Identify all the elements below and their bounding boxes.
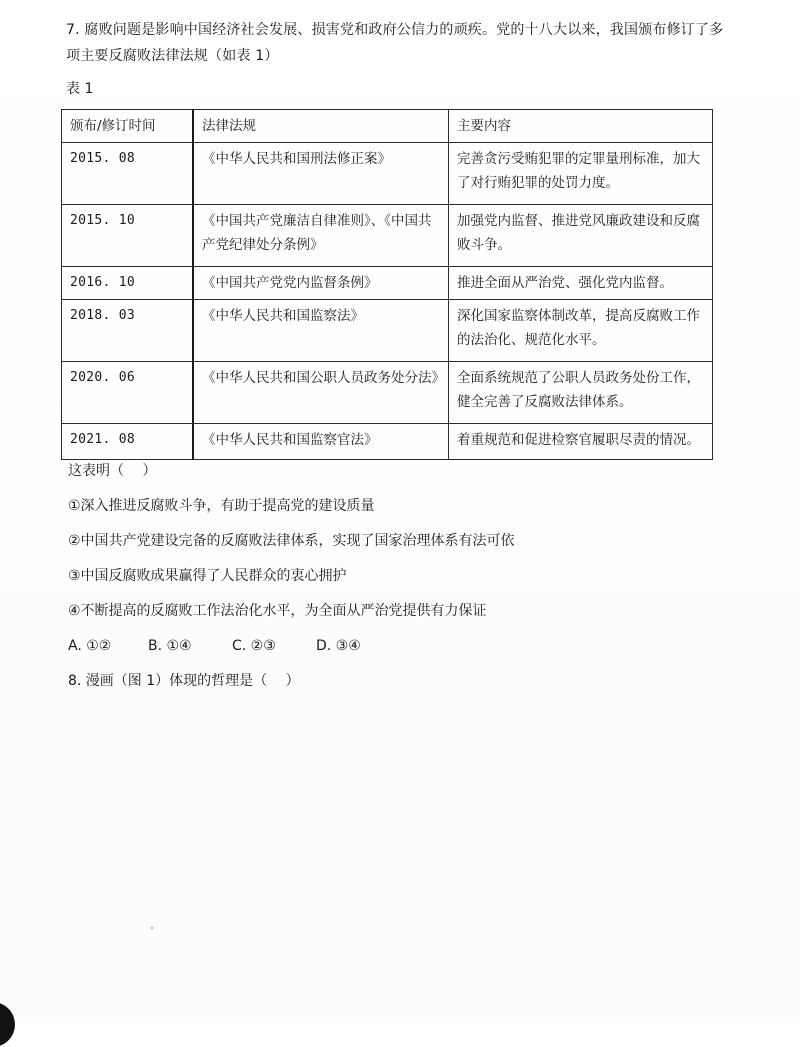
row-law: 《中华人民共和国刑法修正案》 xyxy=(193,143,449,205)
row-law: 《中国共产党党内监督条例》 xyxy=(193,267,449,300)
question-7-stem: 7. 腐败问题是影响中国经济社会发展、损害党和政府公信力的顽疾。党的十八大以来，我国颁布修订了多项主要反腐败法律法规（如表 1） xyxy=(66,22,724,64)
row-date: 2018. 03 xyxy=(62,300,194,362)
question-8-stem: 8. 漫画（图 1）体现的哲理是（ ） xyxy=(68,673,300,689)
statement-3: ③中国反腐败成果赢得了人民群众的衷心拥护 xyxy=(68,568,347,584)
option-b[interactable]: B. ①④ xyxy=(148,638,192,654)
row-law: 《中华人民共和国监察官法》 xyxy=(193,424,449,460)
header-date: 颁布/修订时间 xyxy=(62,110,194,143)
table-row xyxy=(62,267,713,300)
header-law: 法律法规 xyxy=(193,110,449,143)
row-content: 着重规范和促进检察官履职尽责的情况。 xyxy=(449,424,713,460)
table-row xyxy=(62,300,713,362)
anti-corruption-law-table xyxy=(61,109,713,460)
statement-2: ②中国共产党建设完备的反腐败法律体系，实现了国家治理体系有法可依 xyxy=(68,533,515,549)
table-row xyxy=(62,143,713,205)
table-row xyxy=(62,424,713,460)
answer-options xyxy=(68,635,396,657)
row-content: 全面系统规范了公职人员政务处份工作，健全完善了反腐败法律体系。 xyxy=(449,362,713,424)
row-date: 2016. 10 xyxy=(62,267,194,300)
row-date: 2021. 08 xyxy=(62,424,194,460)
row-date: 2015. 10 xyxy=(62,205,194,267)
row-content: 完善贪污受贿犯罪的定罪量刑标准，加大了对行贿犯罪的处罚力度。 xyxy=(449,143,713,205)
row-content: 深化国家监察体制改革，提高反腐败工作的法治化、规范化水平。 xyxy=(449,300,713,362)
option-c[interactable]: C. ②③ xyxy=(232,638,276,654)
scan-speck xyxy=(151,927,153,929)
statement-1: ①深入推进反腐败斗争，有助于提高党的建设质量 xyxy=(68,498,375,514)
table-row xyxy=(62,362,713,424)
row-law: 《中华人民共和国公职人员政务处分法》 xyxy=(193,362,449,424)
statement-4: ④不断提高的反腐败工作法治化水平，为全面从严治党提供有力保证 xyxy=(68,603,487,619)
table-row xyxy=(62,205,713,267)
table-header-row xyxy=(62,110,713,143)
row-date: 2020. 06 xyxy=(62,362,194,424)
row-law: 《中华人民共和国监察法》 xyxy=(193,300,449,362)
row-content: 加强党内监督、推进党风廉政建设和反腐败斗争。 xyxy=(449,205,713,267)
option-a[interactable]: A. ①② xyxy=(68,638,112,654)
table-caption: 表 1 xyxy=(66,81,94,97)
row-law: 《中国共产党廉洁自律准则》、《中国共产党纪律处分条例》 xyxy=(193,205,449,267)
header-content: 主要内容 xyxy=(449,110,713,143)
question-prompt: 这表明（ ） xyxy=(68,463,157,479)
scan-corner-shadow xyxy=(0,1002,15,1047)
row-date: 2015. 08 xyxy=(62,143,194,205)
option-d[interactable]: D. ③④ xyxy=(316,638,361,654)
row-content: 推进全面从严治党、强化党内监督。 xyxy=(449,267,713,300)
